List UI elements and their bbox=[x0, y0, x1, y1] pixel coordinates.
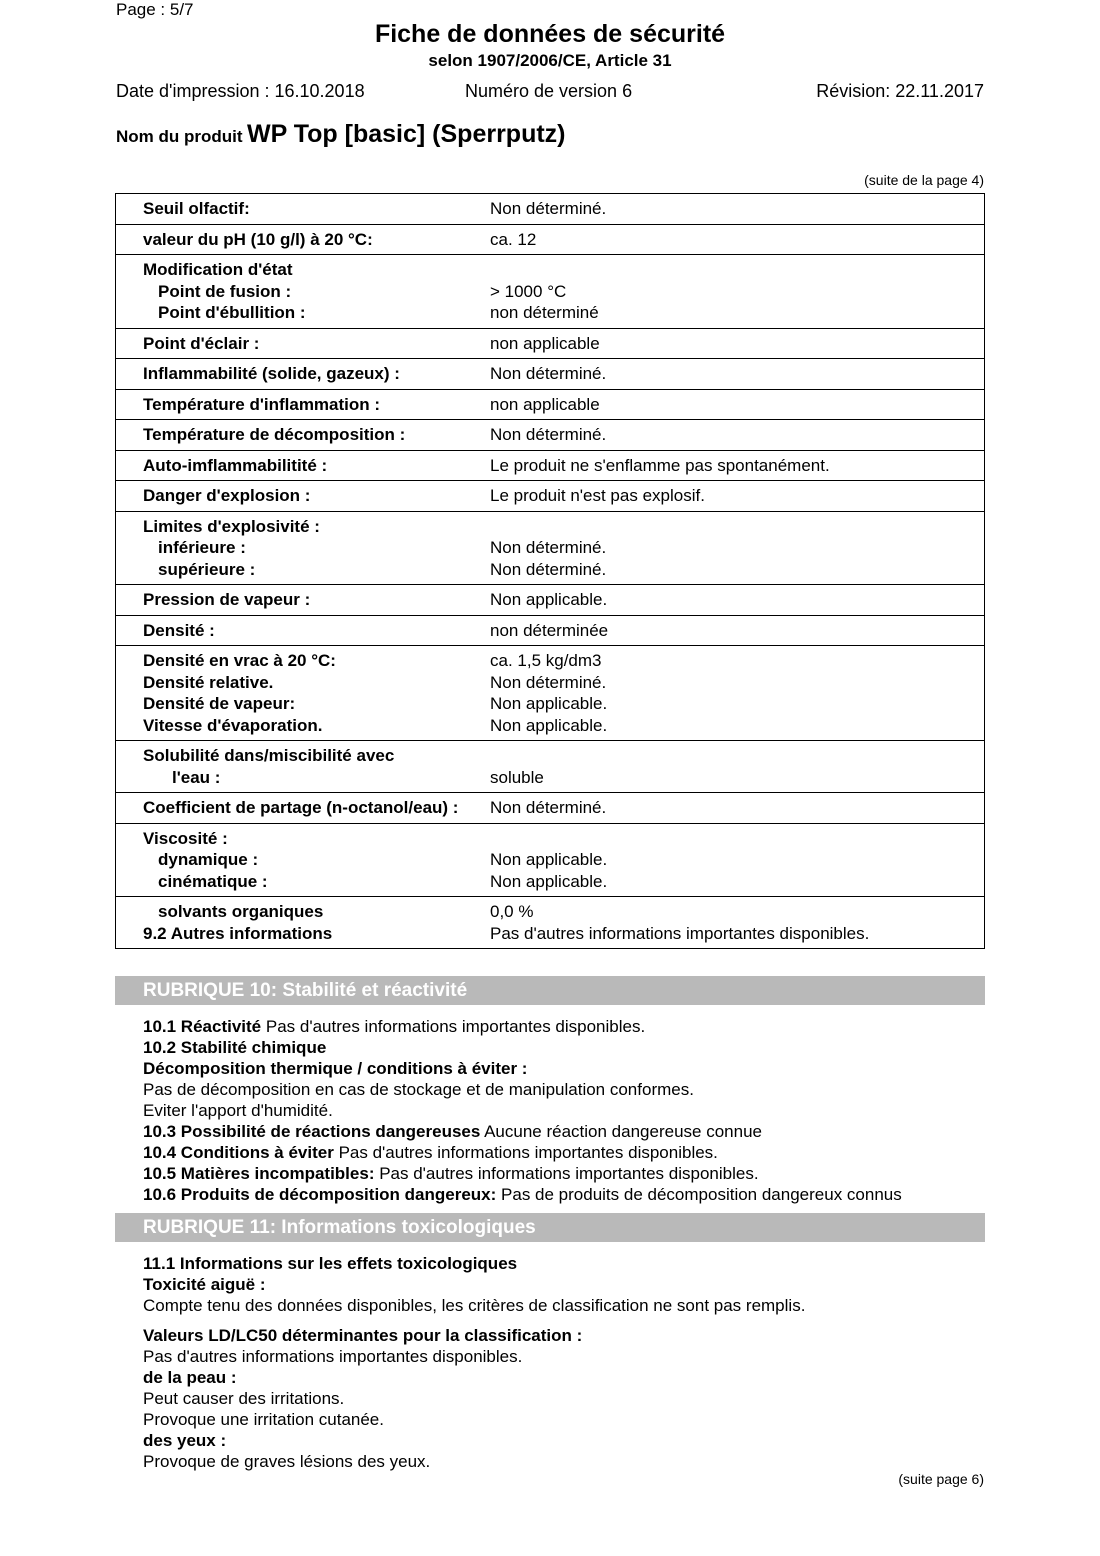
property-row bbox=[116, 512, 984, 586]
section-10-body bbox=[143, 1016, 993, 1205]
section-11-body bbox=[143, 1253, 993, 1472]
property-value: Pas d'autres informations importantes disponibles. bbox=[490, 923, 870, 943]
section-11-title: RUBRIQUE 11: Informations toxicologiques bbox=[143, 1217, 536, 1238]
property-value: Non applicable. bbox=[490, 715, 608, 735]
property-label: Point de fusion : bbox=[158, 281, 292, 301]
property-value: 0,0 % bbox=[490, 902, 534, 921]
property-label: Pression de vapeur : bbox=[143, 590, 311, 609]
skin-irritation-text-2: Provoque une irritation cutanée. bbox=[143, 1410, 384, 1429]
property-value: Non déterminé. bbox=[490, 672, 607, 692]
property-value: ca. 1,5 kg/dm3 bbox=[490, 651, 602, 670]
property-label: Densité relative. bbox=[143, 672, 274, 692]
property-row bbox=[116, 646, 984, 741]
dangerous-reactions-line: 10.3 Possibilité de réactions dangereuses Aucune réaction dangereuse connue bbox=[143, 1122, 762, 1141]
thermal-decomposition-line: Décomposition thermique / conditions à éviter : bbox=[143, 1059, 528, 1078]
property-value: non déterminée bbox=[490, 620, 609, 640]
property-value: Non déterminé. bbox=[490, 425, 607, 444]
property-label: inférieure : bbox=[158, 538, 246, 557]
property-label: Densité : bbox=[143, 620, 215, 640]
product-heading bbox=[116, 120, 566, 149]
property-label: Danger d'explosion : bbox=[143, 486, 311, 505]
property-label: 9.2 Autres informations bbox=[143, 923, 333, 943]
property-value: Non déterminé. bbox=[490, 199, 607, 218]
property-row bbox=[116, 194, 984, 225]
skin-heading: de la peau : bbox=[143, 1368, 237, 1387]
property-label: Viscosité : bbox=[143, 828, 228, 848]
property-label: supérieure : bbox=[158, 559, 256, 579]
property-label: Limites d'explosivité : bbox=[143, 516, 320, 536]
property-row bbox=[116, 255, 984, 329]
property-value: ca. 12 bbox=[490, 229, 537, 249]
property-label: Point d'éclair : bbox=[143, 333, 260, 353]
property-label: Auto-imflammabilitité : bbox=[143, 455, 328, 475]
version-number: Numéro de version 6 bbox=[465, 81, 633, 101]
property-label: Solubilité dans/miscibilité avec bbox=[143, 746, 395, 765]
property-row bbox=[116, 616, 984, 647]
property-row bbox=[116, 824, 984, 898]
property-label: dynamique : bbox=[158, 850, 259, 869]
property-value: non déterminé bbox=[490, 303, 599, 322]
toxicological-effects-line: 11.1 Informations sur les effets toxicologiques bbox=[143, 1254, 518, 1273]
property-value: Non déterminé. bbox=[490, 559, 607, 579]
property-label: cinématique : bbox=[158, 871, 268, 891]
section-10-title: RUBRIQUE 10: Stabilité et réactivité bbox=[143, 980, 468, 1001]
property-row bbox=[116, 359, 984, 390]
property-value: Non déterminé. bbox=[490, 798, 607, 817]
property-row bbox=[116, 329, 984, 360]
incompatible-materials-line: 10.5 Matières incompatibles: Pas d'autres informations importantes disponibles. bbox=[143, 1164, 759, 1183]
decomposition-text: Pas de décomposition en cas de stockage et de manipulation conformes. bbox=[143, 1080, 694, 1099]
eyes-heading: des yeux : bbox=[143, 1431, 227, 1450]
property-value: Le produit ne s'enflamme pas spontanément. bbox=[490, 455, 830, 475]
property-label: valeur du pH (10 g/l) à 20 °C: bbox=[143, 229, 373, 249]
property-label: Température d'inflammation : bbox=[143, 394, 381, 414]
document-title: Fiche de données de sécurité bbox=[374, 20, 726, 48]
page-number: Page : 5/7 bbox=[116, 0, 194, 19]
property-row bbox=[116, 793, 984, 824]
property-value: Le produit n'est pas explosif. bbox=[490, 486, 705, 505]
continued-from-note: (suite de la page 4) bbox=[864, 172, 984, 188]
decomposition-products-line: 10.6 Produits de décomposition dangereux: Pas de produits de décomposition dangereux connus bbox=[143, 1185, 902, 1204]
property-row bbox=[116, 585, 984, 616]
section-11-header bbox=[115, 1213, 985, 1242]
product-label: Nom du produit bbox=[116, 127, 243, 146]
property-value: non applicable bbox=[490, 333, 600, 353]
document-subtitle: selon 1907/2006/CE, Article 31 bbox=[428, 51, 672, 70]
property-row bbox=[116, 897, 984, 948]
revision-date: Révision: 22.11.2017 bbox=[816, 81, 984, 101]
chemical-stability-line: 10.2 Stabilité chimique bbox=[143, 1038, 327, 1057]
product-name: WP Top [basic] (Sperrputz) bbox=[246, 120, 566, 148]
property-value: non applicable bbox=[490, 394, 600, 414]
section-10-header bbox=[115, 976, 985, 1005]
ld-lc50-text: Pas d'autres informations importantes disponibles. bbox=[143, 1347, 523, 1366]
property-label: Vitesse d'évaporation. bbox=[143, 715, 323, 735]
property-value: soluble bbox=[490, 767, 544, 787]
print-date: Date d'impression : 16.10.2018 bbox=[116, 81, 365, 101]
reactivity-line: 10.1 Réactivité Pas d'autres informations importantes disponibles. bbox=[143, 1017, 646, 1036]
eye-damage-text: Provoque de graves lésions des yeux. bbox=[143, 1452, 431, 1471]
property-label: Modification d'état bbox=[143, 260, 293, 279]
continued-to-note: (suite page 6) bbox=[898, 1471, 984, 1487]
property-row bbox=[116, 451, 984, 482]
property-value: > 1000 °C bbox=[490, 281, 567, 301]
properties-table bbox=[115, 193, 985, 949]
conditions-to-avoid-line: 10.4 Conditions à éviter Pas d'autres informations importantes disponibles. bbox=[143, 1143, 718, 1162]
property-label: Point d'ébullition : bbox=[158, 303, 306, 322]
property-value: Non déterminé. bbox=[490, 538, 607, 557]
acute-toxicity-line: Toxicité aiguë : bbox=[143, 1275, 266, 1294]
property-label: Densité en vrac à 20 °C: bbox=[143, 651, 336, 670]
property-row bbox=[116, 481, 984, 512]
property-label: solvants organiques bbox=[158, 902, 324, 921]
skin-irritation-text: Peut causer des irritations. bbox=[143, 1389, 345, 1408]
ld-lc50-line: Valeurs LD/LC50 déterminantes pour la classification : bbox=[143, 1326, 583, 1345]
property-label: Coefficient de partage (n-octanol/eau) : bbox=[143, 798, 459, 817]
property-label: l'eau : bbox=[172, 767, 221, 787]
property-label: Température de décomposition : bbox=[143, 425, 406, 444]
property-value: Non applicable. bbox=[490, 694, 608, 713]
humidity-text: Eviter l'apport d'humidité. bbox=[143, 1101, 333, 1120]
property-label: Inflammabilité (solide, gazeux) : bbox=[143, 364, 400, 383]
property-row bbox=[116, 741, 984, 793]
property-label: Densité de vapeur: bbox=[143, 694, 296, 713]
property-row bbox=[116, 420, 984, 451]
property-value: Non applicable. bbox=[490, 871, 608, 891]
property-value: Non applicable. bbox=[490, 850, 608, 869]
classification-criteria-text: Compte tenu des données disponibles, les critères de classification ne sont pas remplis. bbox=[143, 1296, 806, 1315]
property-row bbox=[116, 225, 984, 256]
property-value: Non applicable. bbox=[490, 590, 608, 609]
property-value: Non déterminé. bbox=[490, 364, 607, 383]
property-label: Seuil olfactif: bbox=[143, 199, 250, 218]
property-row bbox=[116, 390, 984, 421]
